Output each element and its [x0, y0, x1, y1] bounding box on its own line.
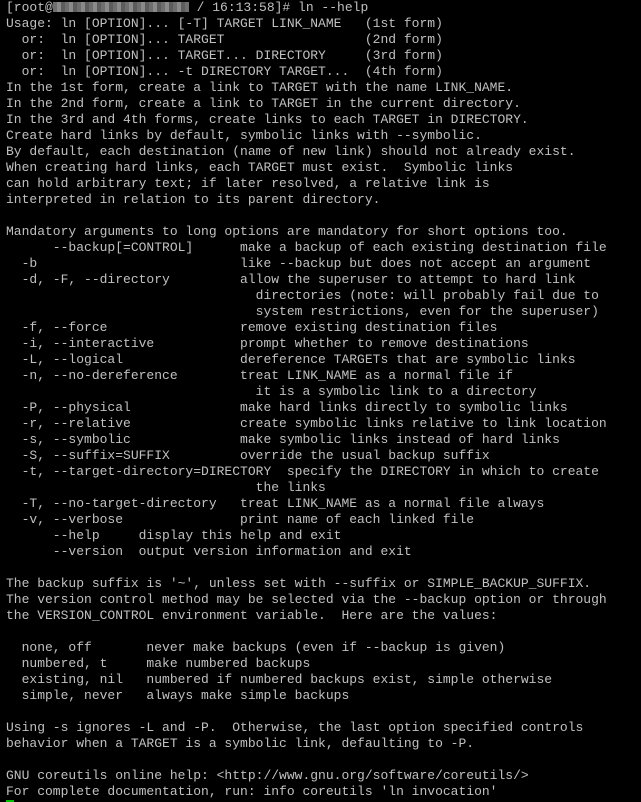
output-line: existing, nil numbered if numbered backups exist, simple otherwise	[6, 672, 553, 687]
output-line: For complete documentation, run: info coreutils 'ln invocation'	[6, 784, 498, 799]
redacted-hostname	[53, 2, 189, 12]
output-line: or: ln [OPTION]... -t DIRECTORY TARGET... (4th form)	[6, 64, 443, 79]
output-line: When creating hard links, each TARGET must exist. Symbolic links	[6, 160, 514, 175]
output-line: -i, --interactive prompt whether to remove destinations	[6, 336, 529, 351]
prompt-path: / 16:13:58]#	[188, 0, 299, 15]
prompt-user: [root@	[6, 0, 53, 15]
output-line: or: ln [OPTION]... TARGET... DIRECTORY (3rd form)	[6, 48, 443, 63]
output-line: the VERSION_CONTROL environment variable. Here are the values:	[6, 608, 498, 623]
output-line: Using -s ignores -L and -P. Otherwise, the last option specified controls	[6, 720, 584, 735]
output-line: --version output version information and exit	[6, 544, 412, 559]
output-line: The version control method may be selected via the --backup option or through	[6, 592, 607, 607]
output-line: Mandatory arguments to long options are mandatory for short options too.	[6, 224, 568, 239]
output-line: -d, -F, --directory allow the superuser to attempt to hard link	[6, 272, 576, 287]
output-line: Usage: ln [OPTION]... [-T] TARGET LINK_NAME (1st form)	[6, 16, 443, 31]
output-line	[6, 752, 641, 768]
output-line: GNU coreutils online help: <http://www.gnu.org/software/coreutils/>	[6, 768, 529, 783]
output-line: By default, each destination (name of new link) should not already exist.	[6, 144, 576, 159]
output-line: -T, --no-target-directory treat LINK_NAME as a normal file always	[6, 496, 545, 511]
output-line: -S, --suffix=SUFFIX override the usual backup suffix	[6, 448, 490, 463]
output-line: --help display this help and exit	[6, 528, 342, 543]
output-line: interpreted in relation to its parent directory.	[6, 192, 381, 207]
command-text: ln --help	[298, 0, 369, 15]
output-line: -v, --verbose print name of each linked file	[6, 512, 475, 527]
output-line: numbered, t make numbered backups	[6, 656, 311, 671]
output-line: none, off never make backups (even if --backup is given)	[6, 640, 506, 655]
output-line: system restrictions, even for the superuser)	[6, 304, 599, 319]
output-line: In the 2nd form, create a link to TARGET in the current directory.	[6, 96, 521, 111]
output-line: In the 3rd and 4th forms, create links to each TARGET in DIRECTORY.	[6, 112, 529, 127]
output-line: Create hard links by default, symbolic links with --symbolic.	[6, 128, 482, 143]
output-line: --backup[=CONTROL] make a backup of each existing destination file	[6, 240, 607, 255]
output-line: behavior when a TARGET is a symbolic link, defaulting to -P.	[6, 736, 475, 751]
command-output	[6, 16, 641, 800]
output-line: -t, --target-directory=DIRECTORY specify the DIRECTORY in which to create	[6, 464, 599, 479]
command-prompt-line	[6, 0, 641, 16]
output-line: it is a symbolic link to a directory	[6, 384, 537, 399]
output-line: simple, never always make simple backups	[6, 688, 350, 703]
output-line	[6, 560, 641, 576]
output-line: can hold arbitrary text; if later resolved, a relative link is	[6, 176, 490, 191]
output-line	[6, 624, 641, 640]
output-line: directories (note: will probably fail due to	[6, 288, 599, 303]
output-line: -s, --symbolic make symbolic links instead of hard links	[6, 432, 560, 447]
output-line: -r, --relative create symbolic links relative to link location	[6, 416, 607, 431]
output-line: the links	[6, 480, 326, 495]
output-line: -f, --force remove existing destination files	[6, 320, 498, 335]
output-line: -L, --logical dereference TARGETs that are symbolic links	[6, 352, 576, 367]
output-line: -P, --physical make hard links directly to symbolic links	[6, 400, 568, 415]
output-line: The backup suffix is '~', unless set with --suffix or SIMPLE_BACKUP_SUFFIX.	[6, 576, 592, 591]
output-line: In the 1st form, create a link to TARGET with the name LINK_NAME.	[6, 80, 514, 95]
output-line: -b like --backup but does not accept an argument	[6, 256, 592, 271]
output-line	[6, 208, 641, 224]
output-line	[6, 704, 641, 720]
output-line: -n, --no-dereference treat LINK_NAME as a normal file if	[6, 368, 514, 383]
output-line: or: ln [OPTION]... TARGET (2nd form)	[6, 32, 443, 47]
